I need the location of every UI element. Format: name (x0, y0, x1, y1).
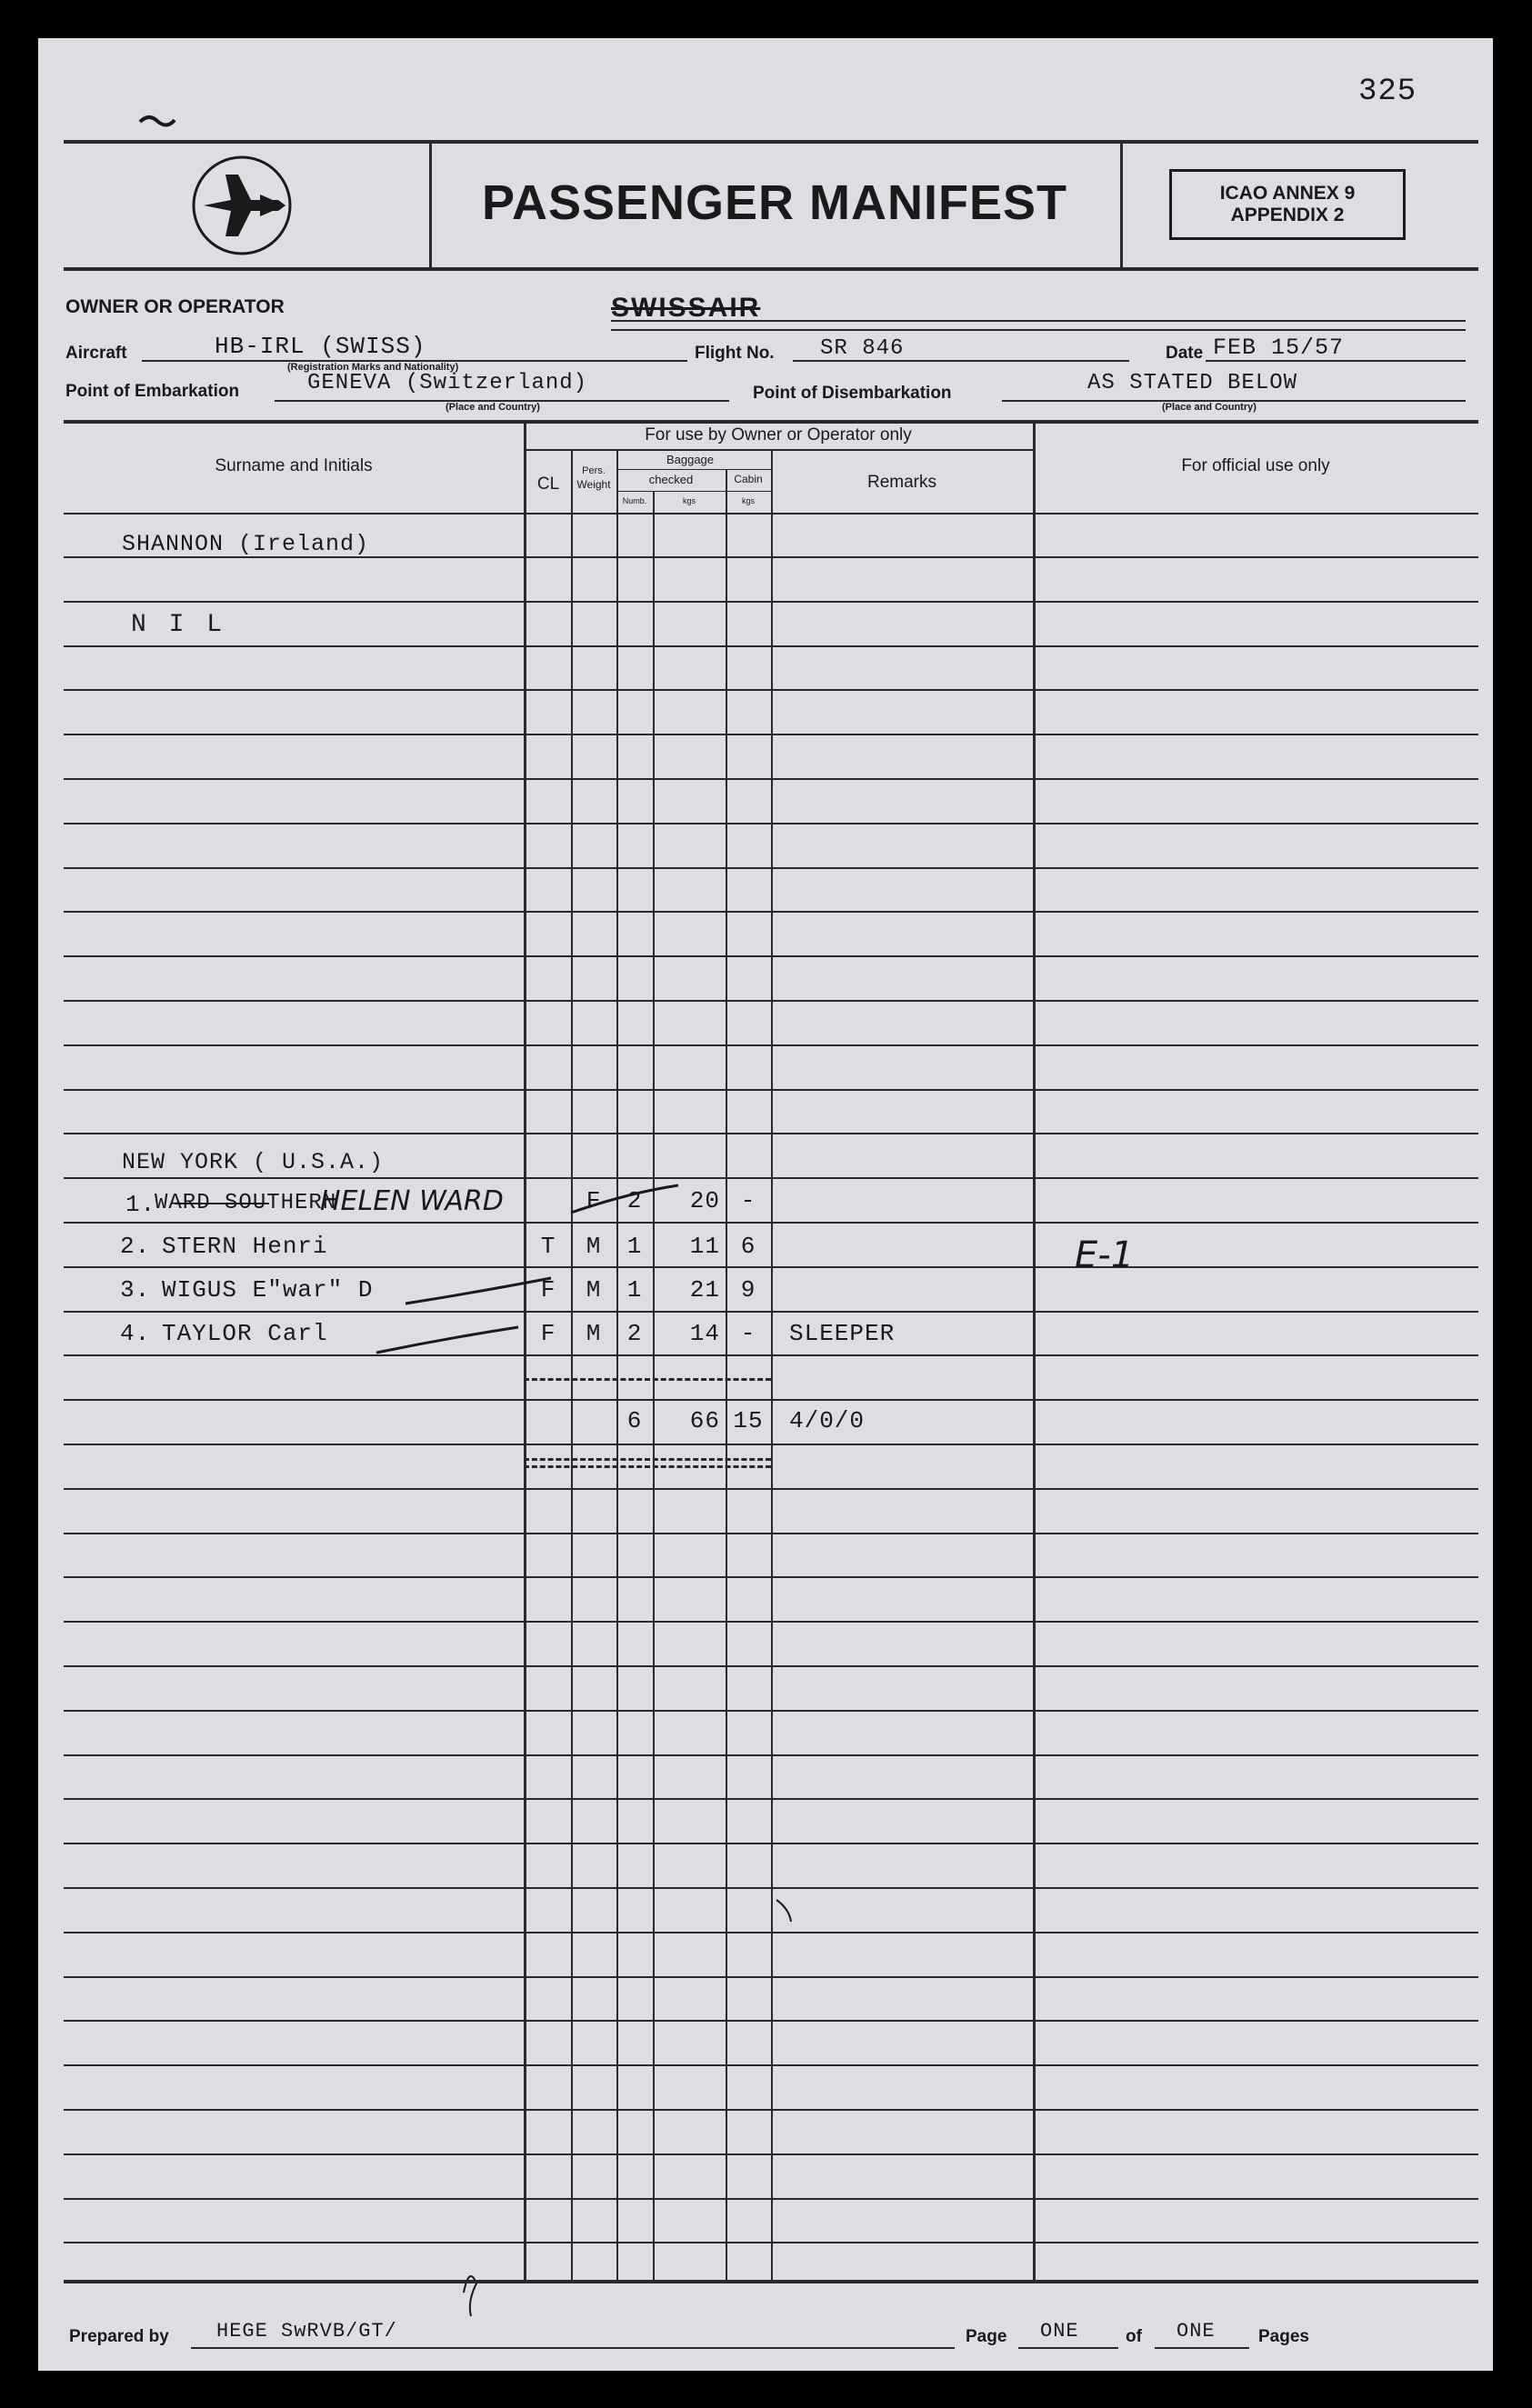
passenger-name: WARD SOUTHERN (155, 1191, 337, 1215)
col-header-cl: CL (536, 475, 560, 494)
embark-value: GENEVA (Switzerland) (307, 371, 588, 395)
total-kgs: 66 (689, 1407, 720, 1434)
disembark-label: Point of Disembarkation (753, 384, 952, 403)
passenger-name: WIGUS E"war" D (162, 1276, 374, 1304)
pages-label: Pages (1258, 2327, 1309, 2346)
col-header-cabin: Cabin (734, 473, 763, 485)
flight-label: Flight No. (695, 344, 775, 363)
embark-note: (Place and Country) (446, 402, 540, 413)
col-header-owner-use: For use by Owner or Operator only (645, 425, 912, 445)
total-cabin: 15 (733, 1407, 764, 1434)
col-header-baggage: Baggage (666, 453, 715, 466)
passenger-kgs: 14 (689, 1320, 720, 1347)
passenger-numb: 1 (626, 1233, 643, 1260)
owner-label: OWNER OR OPERATOR (65, 296, 285, 317)
date-value: FEB 15/57 (1213, 335, 1345, 361)
entry-shannon: SHANNON (Ireland) (122, 531, 370, 557)
passenger-num: 4. (120, 1320, 151, 1347)
passenger-kgs: 21 (689, 1276, 720, 1304)
page-number: 325 (1358, 75, 1417, 109)
passenger-cl: F (540, 1276, 556, 1304)
col-header-surname: Surname and Initials (215, 456, 373, 475)
col-header-weight: Weight (576, 478, 611, 491)
passenger-numb: 1 (626, 1276, 643, 1304)
total-remarks: 4/0/0 (789, 1407, 866, 1434)
icao-line1: ICAO ANNEX 9 (1219, 183, 1356, 204)
prepared-label: Prepared by (69, 2327, 169, 2346)
passenger-handwritten-name: HELEN WARD (320, 1185, 504, 1217)
passenger-name: STERN Henri (162, 1233, 328, 1260)
col-header-cabin-kgs: kgs (741, 496, 755, 505)
passenger-pw: M (586, 1276, 602, 1304)
col-header-numb: Numb. (622, 496, 647, 505)
handwritten-strikes (38, 38, 1493, 2371)
aircraft-value: HB-IRL (SWISS) (215, 333, 426, 360)
col-header-checked: checked (648, 473, 694, 486)
passenger-cabin: - (740, 1320, 756, 1347)
of-value: ONE (1177, 2320, 1216, 2343)
passenger-num: 2. (120, 1233, 151, 1260)
passenger-cl: F (540, 1320, 556, 1347)
passenger-kgs: 20 (689, 1187, 720, 1214)
aircraft-label: Aircraft (65, 344, 127, 363)
entry-new-york: NEW YORK ( U.S.A.) (122, 1149, 385, 1175)
passenger-num: 3. (120, 1276, 151, 1304)
col-header-kgs: kgs (682, 496, 696, 505)
col-header-remarks: Remarks (866, 473, 936, 492)
official-mark: E-1 (1075, 1234, 1135, 1276)
prepared-value: HEGE SwRVB/GT/ (216, 2320, 397, 2343)
manifest-sheet (38, 38, 1493, 2371)
passenger-cabin: 9 (740, 1276, 756, 1304)
flight-value: SR 846 (820, 336, 905, 361)
passenger-kgs: 11 (689, 1233, 720, 1260)
date-label: Date (1166, 344, 1204, 363)
of-label: of (1126, 2327, 1142, 2346)
col-header-pers: Pers. (582, 465, 606, 476)
passenger-cabin: - (740, 1187, 756, 1214)
owner-value: SWISSAIR (611, 293, 761, 323)
passenger-num: 1. (125, 1191, 156, 1218)
page-title: PASSENGER MANIFEST (481, 175, 1068, 230)
icao-line2: APPENDIX 2 (1230, 205, 1345, 225)
page-value: ONE (1040, 2320, 1079, 2343)
disembark-value: AS STATED BELOW (1087, 371, 1298, 395)
entry-nil: N I L (131, 611, 226, 639)
passenger-numb: 2 (626, 1187, 643, 1214)
page-label: Page (966, 2327, 1007, 2346)
passenger-name: TAYLOR Carl (162, 1320, 328, 1347)
passenger-pw: M (586, 1233, 602, 1260)
passenger-remarks: SLEEPER (789, 1320, 896, 1347)
passenger-pw: M (586, 1320, 602, 1347)
passenger-cabin: 6 (740, 1233, 756, 1260)
passenger-numb: 2 (626, 1320, 643, 1347)
col-header-official: For official use only (1181, 456, 1330, 475)
disembark-note: (Place and Country) (1162, 402, 1257, 413)
embark-label: Point of Embarkation (65, 382, 240, 401)
passenger-cl: T (540, 1233, 556, 1260)
passenger-pw: F (586, 1187, 602, 1214)
total-numb: 6 (626, 1407, 643, 1434)
aircraft-note: (Registration Marks and Nationality) (287, 362, 459, 373)
